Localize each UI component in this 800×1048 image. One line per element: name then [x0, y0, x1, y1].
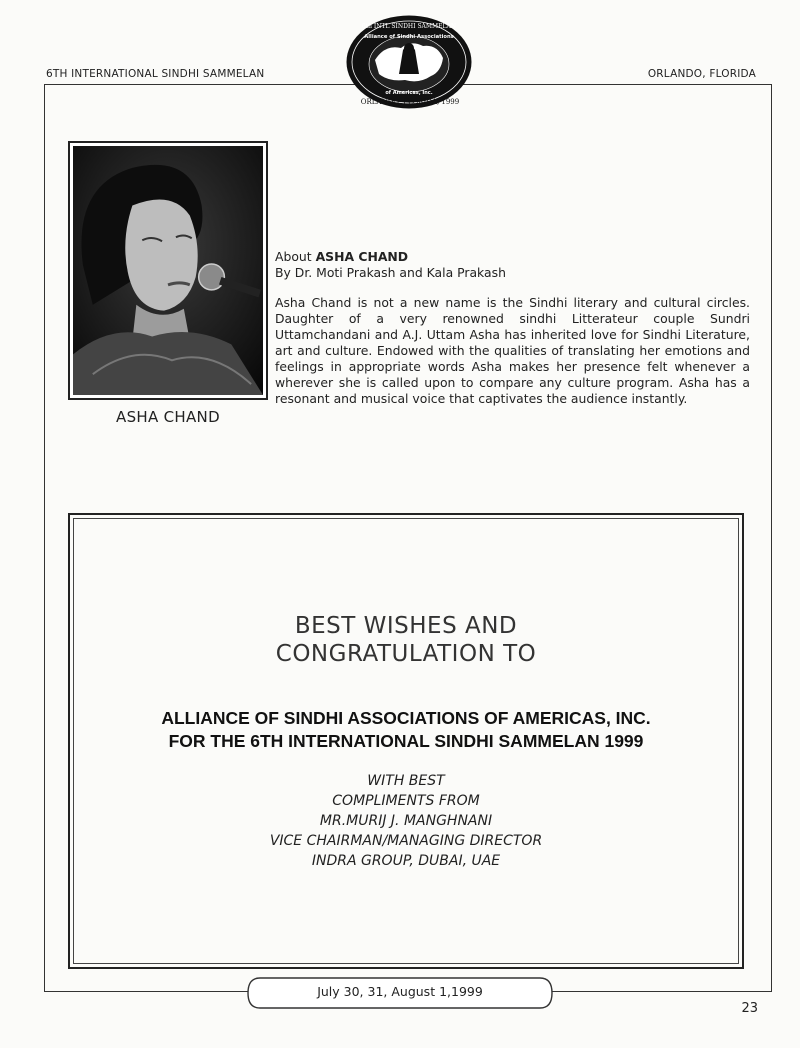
compliments-line: VICE CHAIRMAN/MANAGING DIRECTOR: [269, 833, 543, 849]
portrait-photo: [68, 141, 268, 400]
compliments-line: MR.MURIJ J. MANGHNANI: [319, 813, 493, 829]
page-number: 23: [741, 1001, 758, 1016]
article-body: Asha Chand is not a new name is the Sindhi literary and cultural circles. Daughter of a very renowned sindhi Litterateur couple Sundri Uttamchandani and A.J. Uttam Asha has inherited love for Sindhi Literature, art and culture. Endowed with the qualities of translating her emotions and feelings in appropriate words Asha makes her presence felt whenever a wherever she is called upon to compare any culture program. Asha has a resonant and musical voice that captivates the audience instantly.: [275, 295, 750, 406]
svg-text:of Americas, Inc.: of Americas, Inc.: [385, 90, 433, 96]
article-byline: By Dr. Moti Prakash and Kala Prakash: [275, 265, 506, 280]
logo-date-text: ORLANDO, FLORIDA, 1999: [360, 98, 460, 106]
compliments-block: [68, 771, 744, 871]
article-title: About ASHA CHAND: [275, 249, 409, 264]
article: [275, 249, 750, 407]
article-subject-name: ASHA CHAND: [315, 249, 409, 264]
compliments-line: COMPLIMENTS FROM: [332, 793, 480, 809]
photo-caption: ASHA CHAND: [116, 408, 220, 426]
alliance-heading: ALLIANCE OF SINDHI ASSOCIATIONS OF AMERICAS, INC. FOR THE 6TH INTERNATIONAL SINDHI SAMMELAN 1999: [161, 708, 651, 751]
logo-ring-text: Alliance of Sindhi Associations: [364, 34, 454, 40]
event-dates: July 30, 31, August 1,1999: [317, 984, 483, 999]
header-event-title: 6TH INTERNATIONAL SINDHI SAMMELAN: [46, 68, 265, 80]
compliments-line: INDRA GROUP, DUBAI, UAE: [311, 853, 501, 869]
best-wishes-heading: BEST WISHES AND CONGRATULATION TO: [275, 613, 537, 667]
sammelan-logo: [345, 14, 473, 110]
logo-top-text: 6th INTL SINDHI SAMMELAN: [361, 23, 457, 30]
header-location: ORLANDO, FLORIDA: [647, 68, 756, 80]
compliments-line: WITH BEST: [367, 773, 445, 789]
